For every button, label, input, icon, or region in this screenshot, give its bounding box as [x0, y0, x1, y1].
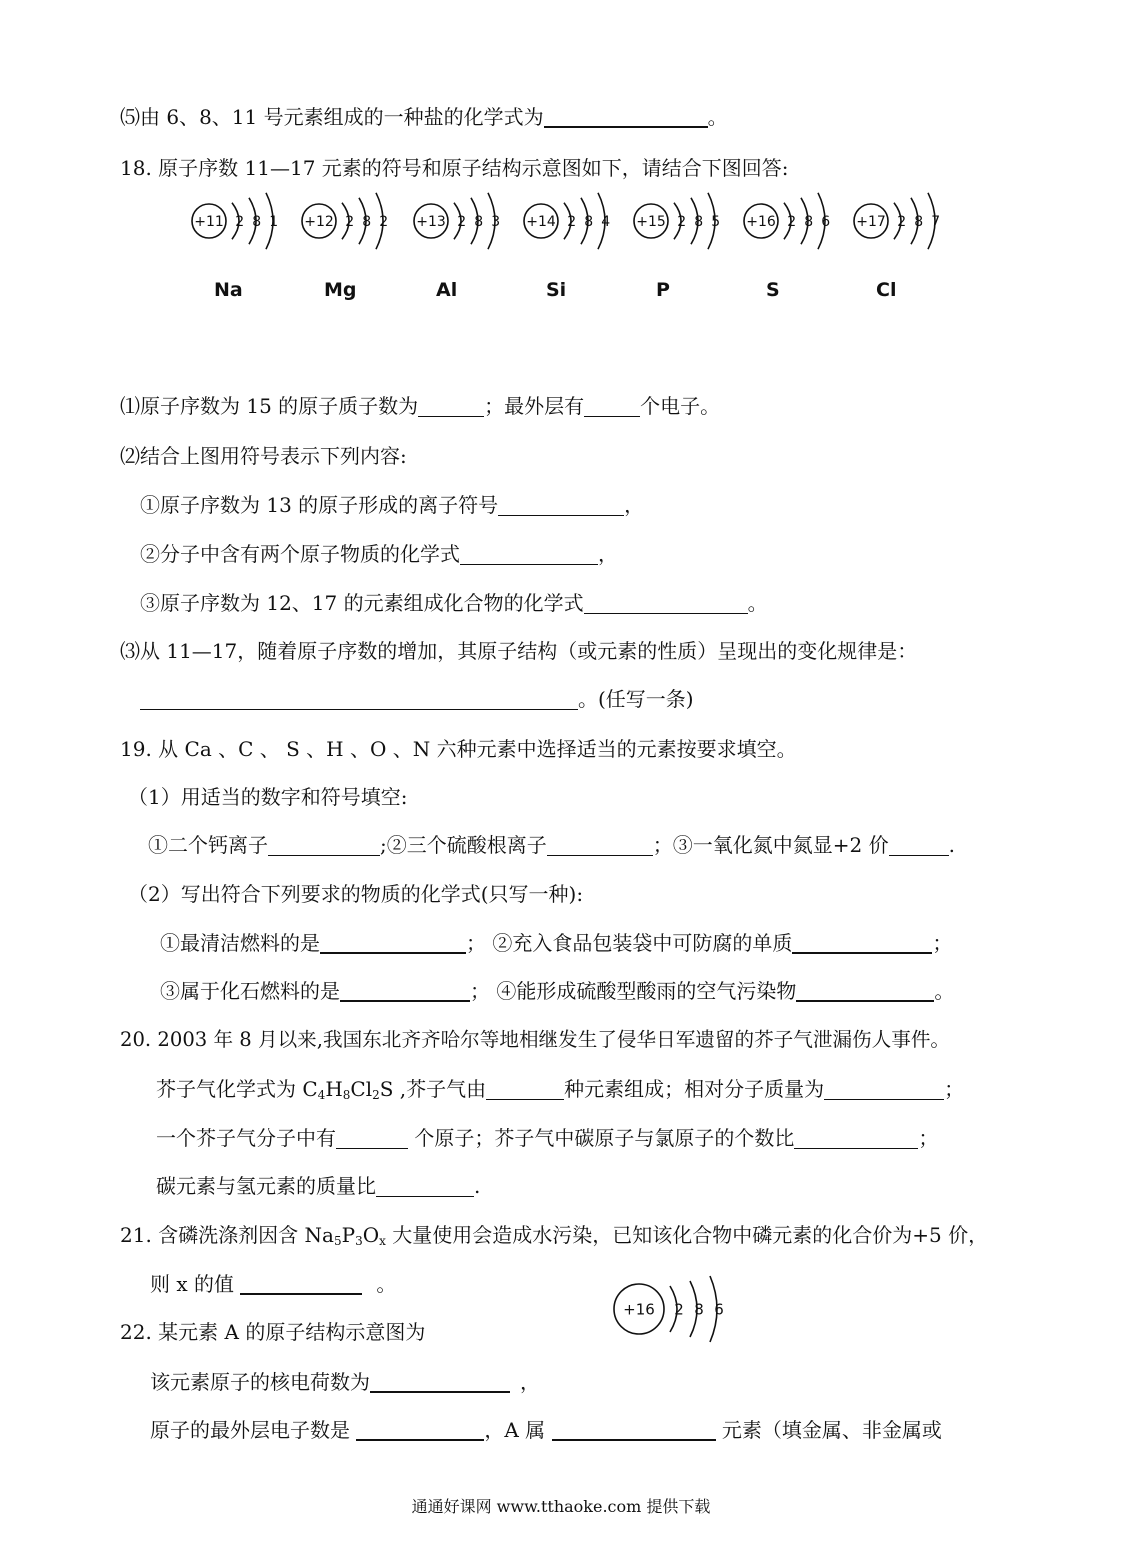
q22-l3-c: 元素（填金属、非金属或 [715, 1418, 942, 1442]
q18-p1-c: 个电子。 [640, 394, 721, 418]
q22-line2 [150, 1369, 540, 1395]
element-symbol-p: P [656, 279, 670, 301]
atom-p-shell-electrons-1: 2 [677, 213, 687, 230]
element-symbol-s: S [766, 279, 780, 301]
q18-p3-tail-line [140, 686, 694, 712]
q18-p2-1-line [140, 492, 644, 518]
atom-diagram-p [632, 184, 735, 263]
atom-al-svg [412, 184, 515, 258]
atom-cl-svg [852, 184, 955, 258]
q21-l1-a: 21. 含磷洗涤剂因含 [120, 1223, 305, 1247]
atom-diagram-s [742, 184, 845, 263]
q17-5-suffix: 。 [707, 105, 728, 129]
q17-5-line [120, 104, 728, 130]
atom-s-shell-electrons-2: 8 [804, 213, 814, 230]
atom-mg-svg [300, 184, 403, 258]
q21-l2-end: 。 [376, 1272, 397, 1296]
page-footer: 通通好课网 www.tthaoke.com 提供下载 [411, 1497, 711, 1516]
q19-p2-c: ③属于化石燃料的是 [160, 979, 340, 1003]
element-symbol-al: Al [436, 279, 458, 301]
q19-p1-end: . [948, 833, 955, 857]
q20-formula-cl: Cl [350, 1077, 373, 1101]
q21-formula-o-sub: x [379, 1234, 386, 1248]
q20-l2-end: ； [944, 1077, 965, 1101]
q21-formula-p: P [341, 1223, 356, 1247]
element-symbol-si: Si [546, 279, 567, 301]
q19-fossil-fuel-blank[interactable] [340, 980, 470, 1002]
atom-p-shell-electrons-3: 5 [711, 213, 721, 230]
atom-al-shell-electrons-2: 8 [474, 213, 484, 230]
q21-line1 [120, 1222, 988, 1248]
q19-p2: （2）写出符合下列要求的物质的化学式(只写一种): [128, 882, 584, 906]
atom-diagram-na [190, 184, 293, 263]
q18-ion-symbol-blank[interactable] [498, 495, 624, 516]
q17-5-blank[interactable] [544, 106, 708, 128]
q22-l3-a: 原子的最外层电子数是 [150, 1418, 357, 1442]
q22-atom-svg [612, 1264, 740, 1354]
q18-p3-tail: 。(任写一条) [578, 687, 694, 711]
atom-si-svg [522, 184, 625, 258]
q21-x-value-blank[interactable] [240, 1273, 362, 1295]
atom-s-svg [742, 184, 845, 258]
atom-s-shell-electrons-3: 6 [821, 213, 831, 230]
q21-line2 [150, 1271, 396, 1297]
q19-p1-a: ①二个钙离子 [148, 833, 268, 857]
atom-si-shell-electrons-1: 2 [567, 213, 577, 230]
q18-p2-2-text: ②分子中含有两个原子物质的化学式 [140, 542, 460, 566]
q22-atom-shell-electrons-1: 2 [674, 1300, 684, 1319]
atom-na-nucleus-charge: +11 [194, 213, 224, 230]
q19-stem: 19. 从 Ca 、C 、 S 、H 、O 、N 六种元素中选择适当的元素按要求填空。 [120, 737, 797, 761]
q18-p1-b: ；最外层有 [484, 394, 585, 418]
element-symbol-mg: Mg [324, 279, 357, 301]
q18-p2-3-suffix: 。 [747, 591, 768, 615]
atom-si-shell-electrons-2: 8 [584, 213, 594, 230]
q17-5-text: ⑸由 6、8、11 号元素组成的一种盐的化学式为 [120, 105, 544, 129]
q20-l3-b: 个原子；芥子气中碳原子与氯原子的个数比 [408, 1126, 795, 1150]
q20-line2 [156, 1076, 964, 1102]
q20-formula-s: S [379, 1077, 394, 1101]
q20-line3 [156, 1125, 938, 1151]
q19-sulfate-ion-blank[interactable] [547, 835, 653, 856]
q20-ratio-blank[interactable] [794, 1128, 918, 1149]
atom-al-shell-electrons-3: 3 [491, 213, 501, 230]
q18-stem: 18. 原子序数 11—17 元素的符号和原子结构示意图如下，请结合下图回答: [120, 156, 789, 180]
q20-stem: 20. 2003 年 8 月以来,我国东北齐齐哈尔等地相继发生了侵华日军遗留的芥子气泄漏伤人事件。 [120, 1028, 951, 1051]
q18-p1-line [120, 393, 720, 419]
atom-na-shell-electrons-1: 2 [235, 213, 245, 230]
atom-na-shell-electrons-3: 1 [269, 213, 279, 230]
atom-na-shell-electrons-2: 8 [252, 213, 262, 230]
q21-formula-o: O [362, 1223, 380, 1247]
atom-al-nucleus-charge: +13 [416, 213, 446, 230]
q19-p1-b: ;②三个硫酸根离子 [380, 833, 547, 857]
q20-formula-c-sub: 4 [317, 1088, 326, 1102]
atom-cl-shell-electrons-2: 8 [914, 213, 924, 230]
q21-formula [305, 1223, 386, 1247]
q19-p2-d-end: 。 [934, 979, 955, 1003]
q20-line4 [156, 1173, 480, 1199]
q18-p2-1-text: ①原子序数为 13 的原子形成的离子符号 [140, 493, 499, 517]
atom-mg-nucleus-charge: +12 [304, 213, 334, 230]
q18-p2-3-text: ③原子序数为 12、17 的元素组成化合物的化学式 [140, 591, 584, 615]
q20-l2-a: 芥子气化学式为 [156, 1077, 303, 1101]
q22-element-type-blank[interactable] [552, 1419, 716, 1441]
q20-l2-c: 种元素组成；相对分子质量为 [564, 1077, 825, 1101]
q19-acid-rain-pollutant-blank[interactable] [796, 980, 934, 1002]
q19-p1-line [148, 832, 955, 858]
q20-formula-cl-sub: 2 [372, 1088, 380, 1102]
q22-line3 [150, 1417, 942, 1443]
q18-diatomic-formula-blank[interactable] [460, 544, 598, 565]
atom-p-nucleus-charge: +15 [636, 213, 666, 230]
atom-al-shell-electrons-1: 2 [457, 213, 467, 230]
atom-cl-shell-electrons-1: 2 [897, 213, 907, 230]
q19-p1-c: ；③一氧化氮中氮显+2 价 [652, 833, 889, 857]
q19-cleanest-fuel-blank[interactable] [320, 932, 466, 954]
q20-formula [302, 1077, 393, 1101]
q19-preservative-element-blank[interactable] [792, 932, 932, 954]
atom-p-shell-electrons-2: 8 [694, 213, 704, 230]
atom-mg-shell-electrons-3: 2 [379, 213, 389, 230]
q20-formula-h-sub: 8 [342, 1088, 351, 1102]
q19-p2-b-end: ； [932, 931, 953, 955]
q18-compound-formula-blank[interactable] [584, 593, 748, 614]
atom-na-svg [190, 184, 293, 258]
q18-p3: ⑶从 11—17，随着原子序数的增加，其原子结构（或元素的性质）呈现出的变化规律是： [120, 639, 918, 663]
q21-formula-na-sub: 5 [333, 1234, 342, 1248]
q19-p2-line2 [160, 978, 954, 1004]
q20-formula-c: C [302, 1077, 318, 1101]
q18-proton-blank[interactable] [418, 396, 484, 417]
q22-atom-structure-diagram [612, 1264, 740, 1359]
element-symbol-cl: Cl [876, 279, 897, 301]
q20-formula-h: H [325, 1077, 343, 1101]
atom-si-shell-electrons-3: 4 [601, 213, 611, 230]
q18-p2: ⑵结合上图用符号表示下列内容: [120, 444, 407, 468]
q22-nuclear-charge-blank[interactable] [370, 1371, 510, 1393]
q22-outer-electron-blank[interactable] [356, 1419, 484, 1441]
q18-p1-a: ⑴原子序数为 15 的原子质子数为 [120, 394, 419, 418]
q20-atom-count-blank[interactable] [336, 1128, 408, 1149]
q19-p2-line1 [160, 930, 952, 956]
q20-l4-a: 碳元素与氢元素的质量比 [156, 1174, 376, 1198]
q18-p2-2-line [140, 541, 618, 567]
q19-p2-b: ； ②充入食品包装袋中可防腐的单质 [466, 931, 793, 955]
atom-s-nucleus-charge: +16 [746, 213, 776, 230]
q20-l2-b: ,芥子气由 [393, 1077, 487, 1101]
atom-cl-shell-electrons-3: 7 [931, 213, 941, 230]
atom-diagram-si [522, 184, 625, 263]
q21-formula-na: Na [304, 1223, 334, 1247]
q22-atom-shell-electrons-3: 6 [714, 1300, 724, 1319]
q18-trend-blank[interactable] [140, 689, 578, 710]
q20-l3-a: 一个芥子气分子中有 [156, 1126, 336, 1150]
atom-diagram-cl [852, 184, 955, 263]
atom-mg-shell-electrons-1: 2 [345, 213, 355, 230]
atom-p-svg [632, 184, 735, 258]
element-symbol-na: Na [214, 279, 243, 301]
q19-calcium-ion-blank[interactable] [268, 835, 380, 856]
q22-atom-nucleus-charge: +16 [623, 1300, 655, 1319]
q21-l2-a: 则 x 的值 [150, 1272, 241, 1296]
q21-l1-b: 大量使用会造成水污染，已知该化合物中磷元素的化合价为+5 价， [385, 1223, 989, 1247]
q19-nitrogen-valence-blank[interactable] [889, 835, 949, 856]
q18-p2-2-suffix: ， [598, 542, 618, 566]
q22-l3-b: ，A 属 [484, 1418, 552, 1442]
q22-stem: 22. 某元素 A 的原子结构示意图为 [120, 1320, 426, 1344]
atom-s-shell-electrons-1: 2 [787, 213, 797, 230]
q20-molecular-mass-blank[interactable] [824, 1079, 944, 1100]
q19-p2-a: ①最清洁燃料的是 [160, 931, 320, 955]
q18-p2-1-suffix: ， [624, 493, 645, 517]
q22-atom-shell-electrons-2: 8 [694, 1300, 704, 1319]
q22-l2-end: ， [520, 1370, 540, 1394]
q20-mass-ratio-blank[interactable] [376, 1176, 474, 1197]
q20-l3-end: ； [918, 1126, 939, 1150]
atom-mg-shell-electrons-2: 8 [362, 213, 372, 230]
atom-si-nucleus-charge: +14 [526, 213, 556, 230]
atom-cl-nucleus-charge: +17 [856, 213, 886, 230]
q22-l2: 该元素原子的核电荷数为 [150, 1370, 370, 1394]
q19-p2-d: ； ④能形成硫酸型酸雨的空气污染物 [470, 979, 797, 1003]
q20-element-count-blank[interactable] [486, 1079, 564, 1100]
q19-p1: （1）用适当的数字和符号填空: [128, 785, 408, 809]
q18-p2-3-line [140, 590, 768, 616]
q20-l4-end: . [474, 1174, 481, 1198]
q18-outer-electron-blank[interactable] [584, 396, 640, 417]
atom-diagram-mg [300, 184, 403, 263]
q21-formula-p-sub: 3 [355, 1234, 363, 1248]
atom-diagram-al [412, 184, 515, 263]
